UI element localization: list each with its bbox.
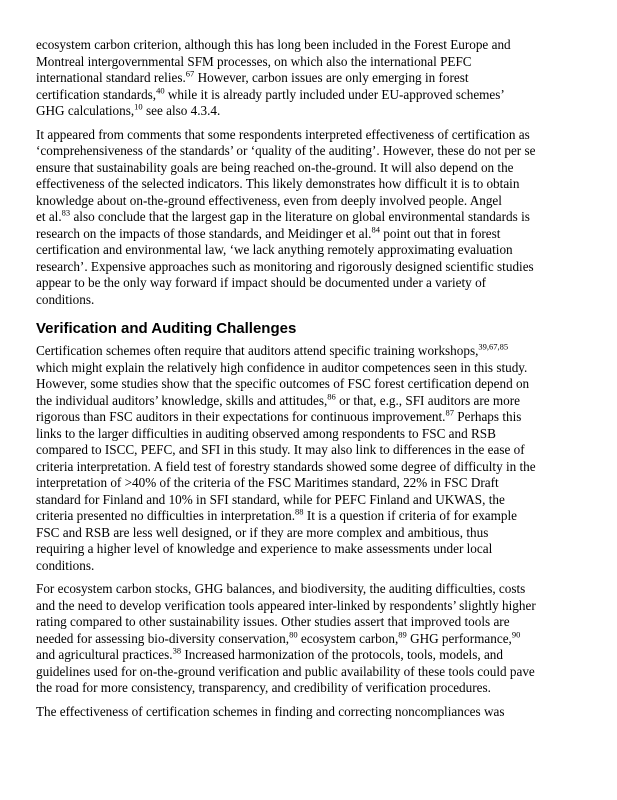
citation-superscript: 67: [185, 68, 195, 79]
paragraph-text-run: see also 4.3.4.: [142, 103, 221, 118]
paragraph-text-run: It appeared from comments that some respondents interpreted effectiveness of certification as ‘comprehensiveness of the standards’ or ‘quality of the auditing’. However, these do not per se ensure that sustainability goals are being reached on-the-ground. It will also depend on the effectiveness of the selected indicators. This likely demonstrates how difficult it is to obtain knowledge about on-the-ground effectiveness, even from deeply involved people. Angel et al.: [36, 126, 536, 224]
document-page: [36, 37, 582, 727]
citation-superscript: 39,67,85: [478, 341, 509, 352]
body-paragraph: [36, 127, 582, 309]
citation-superscript: 80: [289, 629, 298, 640]
paragraph-text-run: or that, e.g., SFI auditors are more rigorous than FSC auditors in their expectations for continuous improvement.: [36, 392, 521, 424]
citation-superscript: 83: [61, 207, 71, 218]
paragraph-text-run: ecosystem carbon criterion, although this has long been included in the Forest Europe and Montreal intergovernmental SFM processes, on which also the international PEFC international standard relies.: [36, 37, 511, 85]
body-paragraph: [36, 37, 582, 120]
paragraph-text-run: However, carbon issues are only emerging in forest certification standards,: [36, 70, 469, 102]
citation-superscript: 38: [172, 645, 182, 656]
paragraph-text-run: Perhaps this links to the larger difficulties in auditing observed among respondents to FSC and RSB compared to ISCC, PEFC, and SFI in this study. It may also link to differences in the ease of criteria interpretation. A field test of forestry standards showed some degree of difficulty in the interpretation of >40% of the criteria of the FSC Maritimes standard, 22% in FSC Draft standard for Finland and 10% in SFI standard, while for PEFC Finland and UKWAS, the criteria presented no difficulties in interpretation.: [36, 409, 536, 523]
paragraph-text-run: The effectiveness of certification schemes in finding and correcting noncompliances was: [36, 703, 505, 719]
paragraph-text-run: Certification schemes often require that auditors attend specific training workshops,: [36, 343, 479, 358]
citation-superscript: 86: [327, 391, 336, 402]
paragraph-text-run: which might explain the relatively high confidence in auditor competences seen in this study. However, some studies show that the specific outcomes of FSC forest certification depend on the individual auditors’ knowledge, skills and attitudes,: [36, 359, 530, 408]
body-paragraph: [36, 581, 582, 697]
section-heading: Verification and Auditing Challenges: [36, 320, 297, 337]
citation-superscript: 87: [445, 407, 454, 418]
citation-superscript: 88: [295, 506, 304, 517]
paragraph-text-run: Increased harmonization of the protocols, tools, models, and guidelines used for on-the-ground verification and public availability of these tools could pave the road for more consistency, transparency, and credibility of verification procedures.: [36, 647, 535, 695]
paragraph-text-run: For ecosystem carbon stocks, GHG balances, and biodiversity, the auditing difficulties, costs and the need to develop verification tools appeared inter-linked by respondents’ slightly higher rating compared to other sustainability issues. Other studies assert that improved tools are needed for assessing bio-diversity conservation,: [36, 581, 536, 646]
citation-superscript: 84: [371, 224, 380, 235]
paragraph-text-run: ecosystem carbon,: [297, 630, 399, 646]
paragraph-text-run: while it is already partly included under EU-approved schemes’ GHG calculations,: [36, 86, 505, 118]
paragraph-text-run: and agricultural practices.: [36, 647, 173, 662]
citation-superscript: 40: [156, 85, 165, 96]
citation-superscript: 90: [511, 629, 521, 640]
citation-superscript: 89: [398, 629, 407, 640]
citation-superscript: 10: [134, 101, 143, 112]
body-paragraph: [36, 343, 582, 574]
paragraph-text-run: point out that in forest certification and environmental law, ‘we lack anything remotely approximating evaluation research’. Expensive approaches such as monitoring and rigorously designed scientific studies appear to be the only way forward if impact should be documented under a variety of conditions.: [36, 225, 534, 307]
body-paragraph: [36, 704, 582, 721]
paragraph-text-run: It is a question if criteria of for example FSC and RSB are less well designed, or if they are more complex and ambitious, thus requiring a higher level of knowledge and experience to make assessments under local conditions.: [36, 508, 518, 573]
paragraph-text-run: GHG performance,: [406, 630, 512, 646]
paragraph-text-run: also conclude that the largest gap in the literature on global environmental standards is research on the impacts of those standards, and Meidinger et al.: [36, 209, 530, 241]
